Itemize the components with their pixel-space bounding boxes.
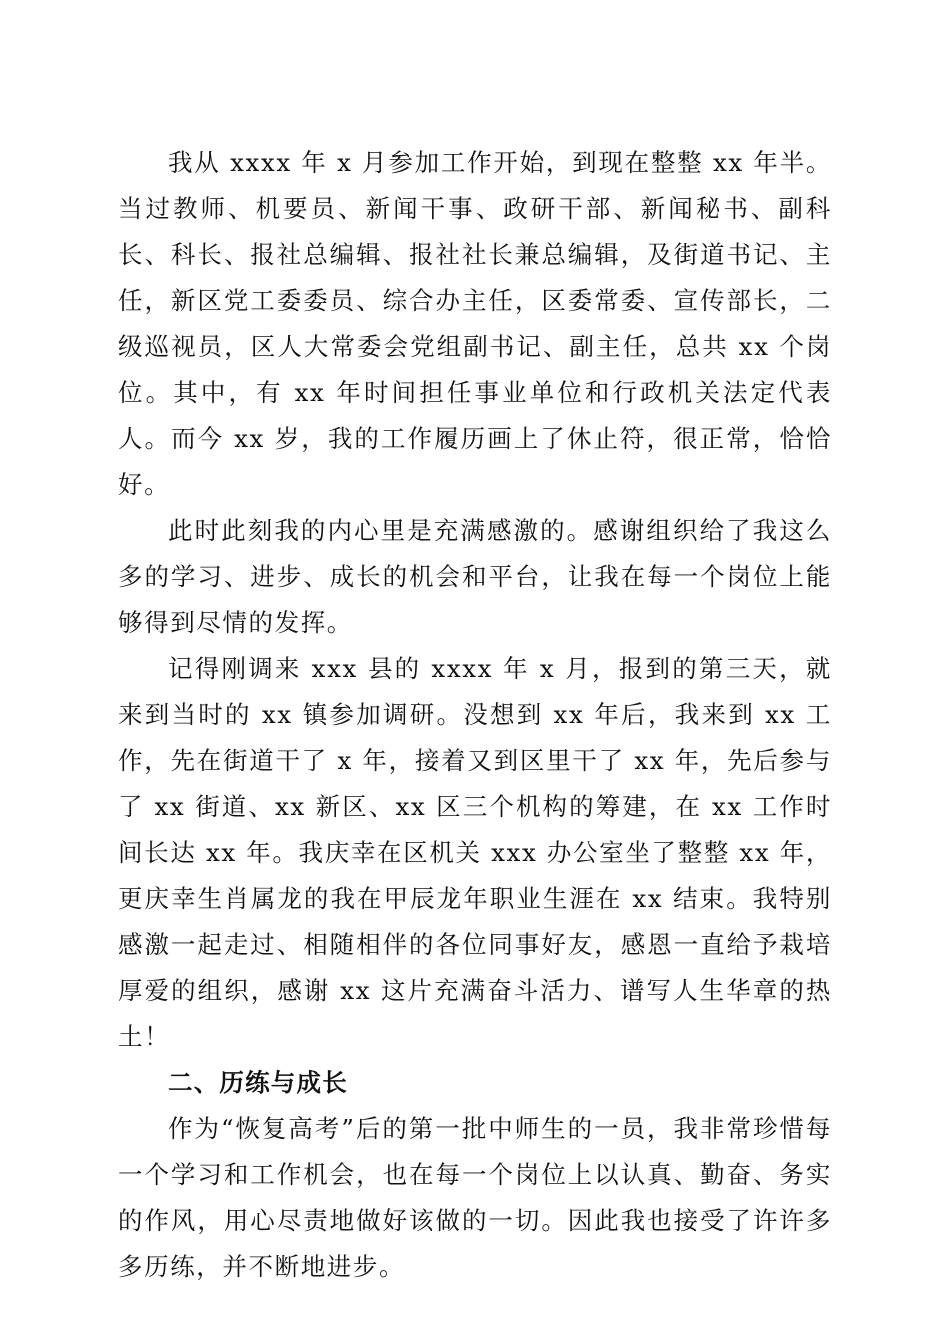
paragraph-memories: 记得刚调来 xxx 县的 xxxx 年 x 月，报到的第三天，就来到当时的 xx 镇参加调研。没想到 xx 年后，我来到 xx 工作，先在街道干了 x 年，接着又到区里干了 xx 年，先后参与了 xx 街道、xx 新区、xx 区三个机构的筹建，在 xx 工作时间长达 xx 年。我庆幸在区机关 xxx 办公室坐了整整 xx 年，更庆幸生肖属龙的我在甲辰龙年职业生涯在 xx 结束。我特别感激一起走过、相随相伴的各位同事好友，感恩一直给予栽培厚爱的组织，感谢 xx 这片充满奋斗活力、谱写人生华章的热土！ <box>118 654 832 1051</box>
section-heading: 二、历练与成长 <box>168 1068 348 1097</box>
document-page <box>118 140 832 1290</box>
paragraph-gratitude: 此时此刻我的内心里是充满感激的。感谢组织给了我这么多的学习、进步、成长的机会和平台，让我在每一个岗位上能够得到尽情的发挥。 <box>118 516 832 637</box>
paragraph-career-history: 我从 xxxx 年 x 月参加工作开始，到现在整整 xx 年半。当过教师、机要员、新闻干事、政研干部、新闻秘书、副科长、科长、报社总编辑、报社社长兼总编辑，及街道书记、主任，新区党工委委员、综合办主任，区委常委、宣传部长，二级巡视员，区人大常委会党组副书记、副主任，总共 xx 个岗位。其中，有 xx 年时间担任事业单位和行政机关法定代表人。而今 xx 岁，我的工作履历画上了休止符，很正常，恰恰好。 <box>118 148 832 499</box>
paragraph-growth: 作为“恢复高考”后的第一批中师生的一员，我非常珍惜每一个学习和工作机会，也在每一个岗位上以认真、勤奋、务实的作风，用心尽责地做好该做的一切。因此我也接受了许许多多历练，并不断地进步。 <box>118 1114 832 1281</box>
